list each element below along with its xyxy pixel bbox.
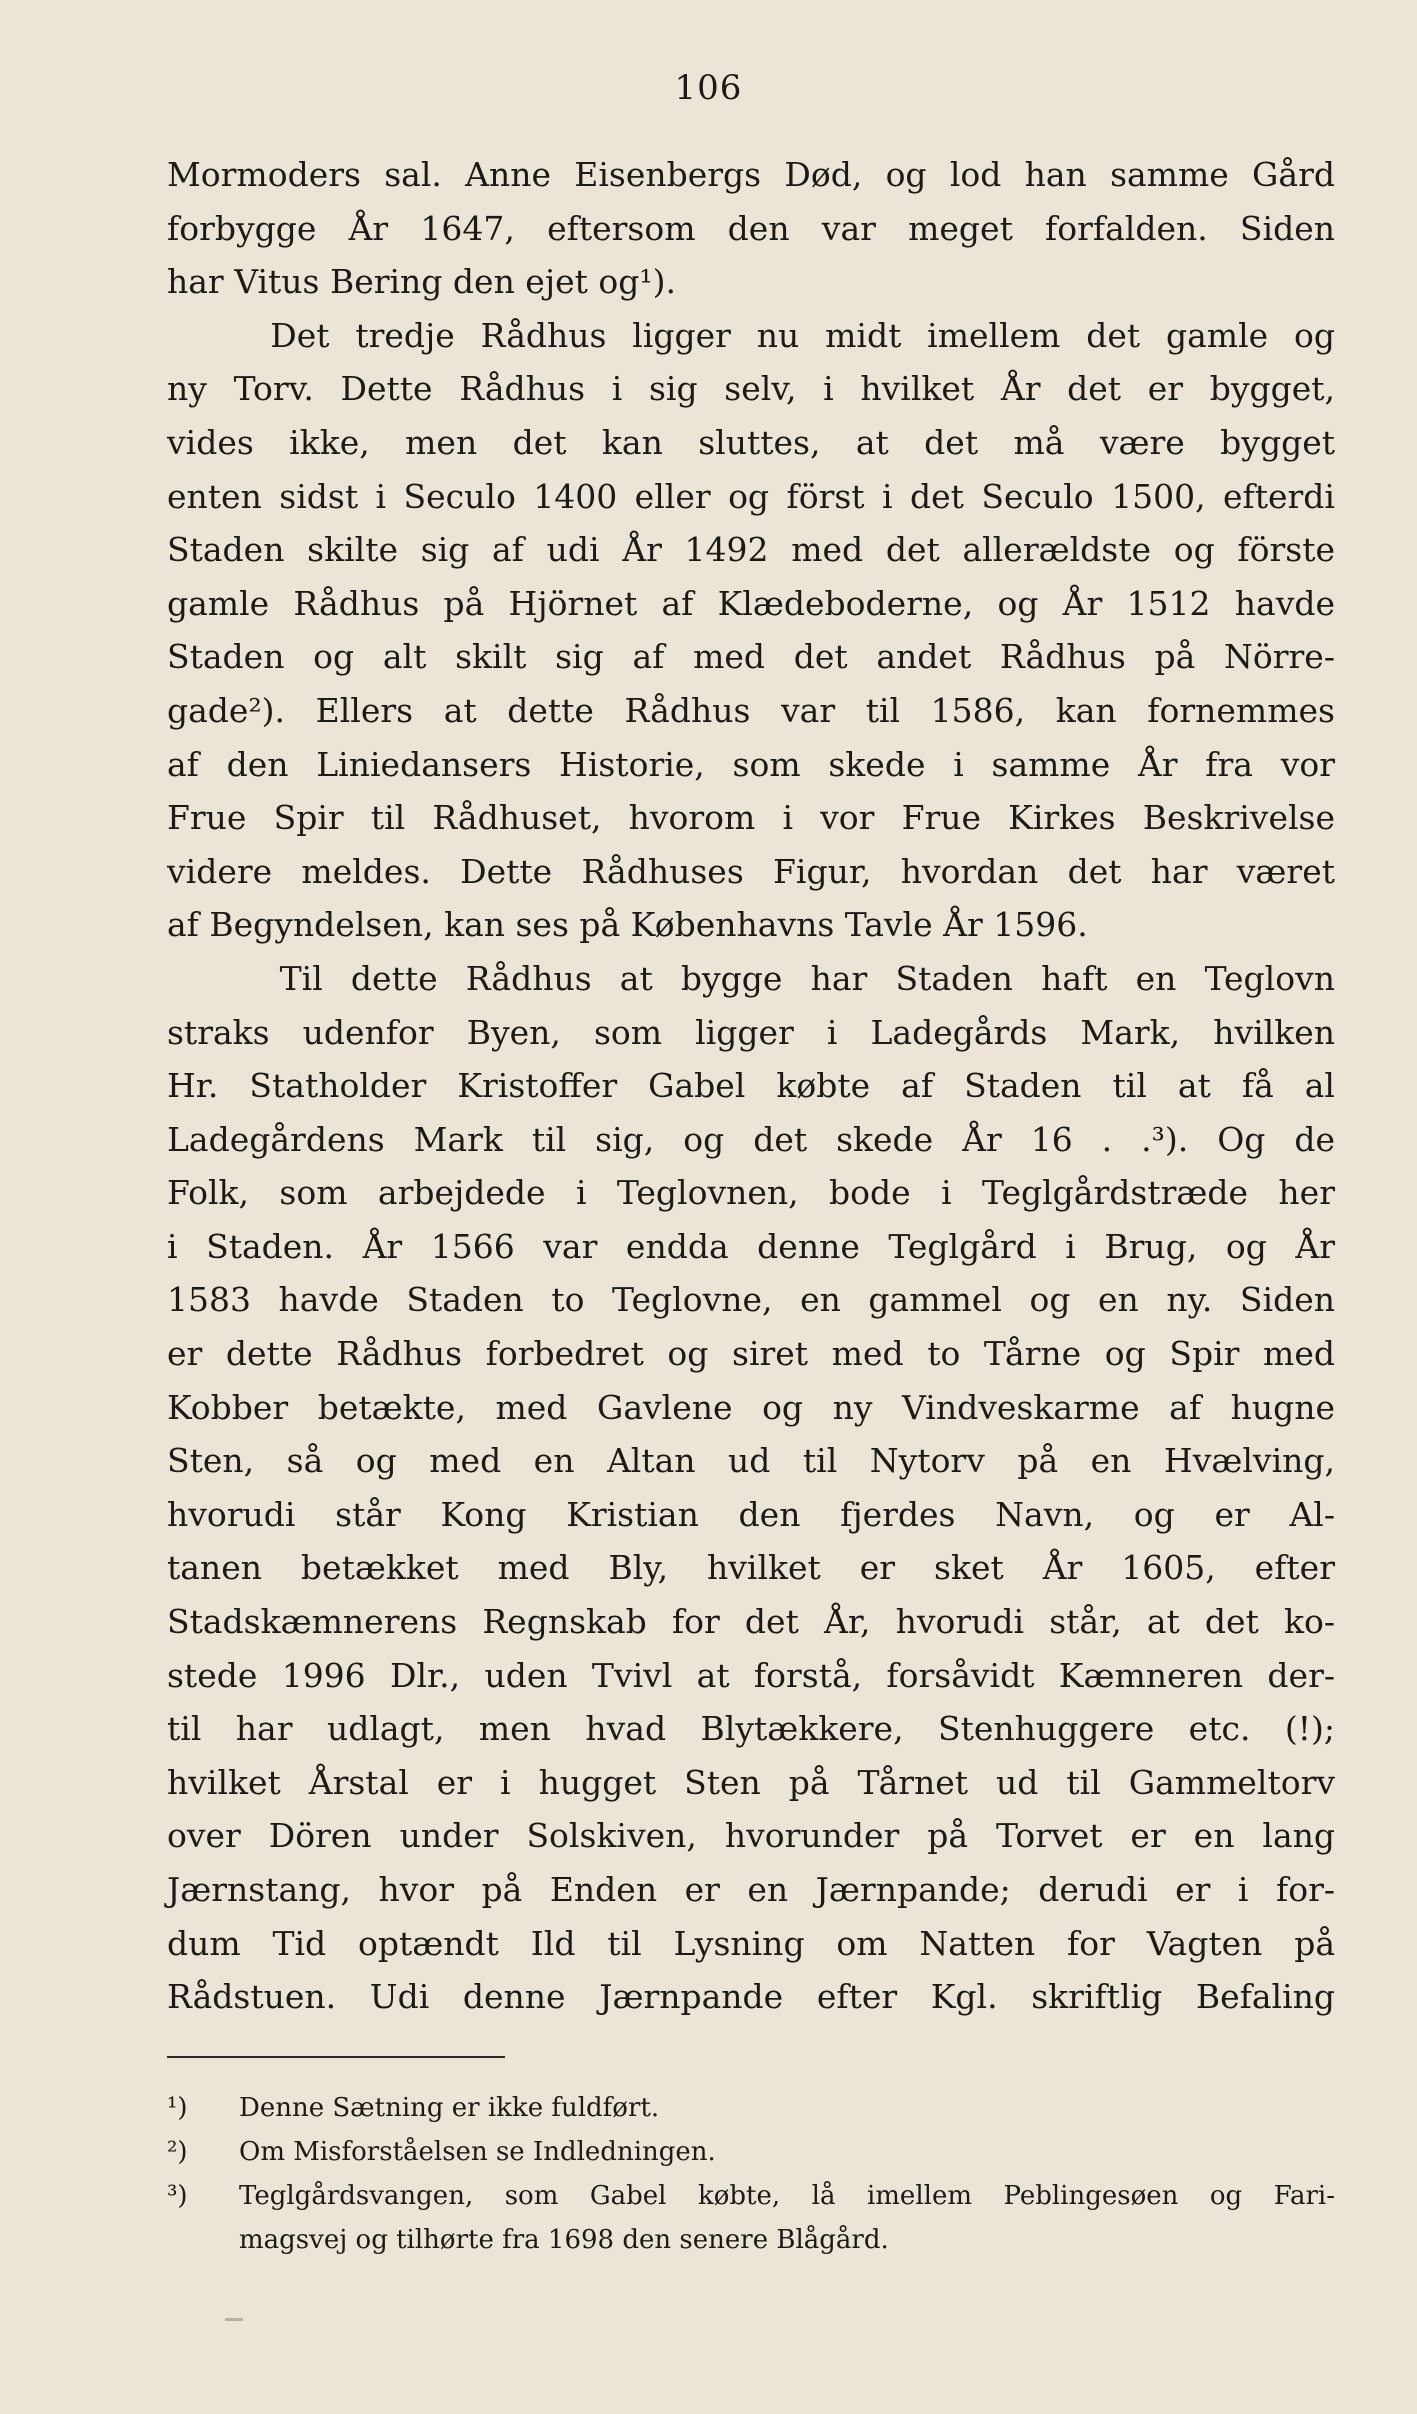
text-line: 1583 havde Staden to Teglovne, en gammel og en ny. Siden (167, 1280, 1335, 1320)
text-line: gamle Rådhus på Hjörnet af Klædeboderne, og År 1512 havde (167, 583, 1335, 623)
text-line: videre meldes. Dette Rådhuses Figur, hvordan det har været (167, 851, 1335, 891)
text-line: Staden skilte sig af udi År 1492 med det allerældste og förste (167, 530, 1335, 570)
text-line: Sten, så og med en Altan ud til Nytorv på en Hvælving, (167, 1441, 1335, 1481)
footnote-2 (167, 2130, 1335, 2174)
text-line: Jærnstang, hvor på Enden er en Jærnpande; derudi er i for- (167, 1870, 1335, 1909)
text-line: enten sidst i Seculo 1400 eller og först i det Seculo 1500, efterdi (167, 476, 1335, 516)
text-line: tanen betækket med Bly, hvilket er sket År 1605, efter (167, 1548, 1335, 1588)
text-line: gade²). Ellers at dette Rådhus var til 1586, kan fornemmes (167, 690, 1335, 730)
footnote-marker: ³) (167, 2181, 188, 2211)
footnote-3 (167, 2174, 1335, 2218)
text-line: er dette Rådhus forbedret og siret med to Tårne og Spir med (167, 1334, 1335, 1374)
text-line: Frue Spir til Rådhuset, hvorom i vor Frue Kirkes Beskrivelse (167, 798, 1335, 838)
footnote-text: magsvej og tilhørte fra 1698 den senere Blågård. (239, 2225, 889, 2255)
page-number: 106 (674, 68, 743, 108)
text-line: Hr. Statholder Kristoffer Gabel købte af Staden til at få al (167, 1066, 1335, 1106)
text-line: af Begyndelsen, kan ses på Københavns Tavle År 1596. (167, 905, 1088, 945)
footnote-text: Denne Sætning er ikke fuldført. (239, 2093, 660, 2123)
footnote-text: Om Misforståelsen se Indledningen. (239, 2137, 716, 2167)
text-line: Folk, som arbejdede i Teglovnen, bode i Teglgårdstræde her (167, 1173, 1335, 1213)
text-line: hvilket Årstal er i hugget Sten på Tårnet ud til Gammeltorv (167, 1762, 1335, 1802)
text-line: til har udlagt, men hvad Blytækkere, Stenhuggere etc. (!); (167, 1709, 1335, 1749)
text-line: Rådstuen. Udi denne Jærnpande efter Kgl. skriftlig Befaling (167, 1977, 1335, 2017)
footnote-3-continuation (167, 2218, 1335, 2262)
print-smudge (225, 2318, 243, 2321)
text-line: over Dören under Solskiven, hvorunder på Torvet er en lang (167, 1816, 1335, 1856)
text-line: Mormoders sal. Anne Eisenbergs Død, og lod han samme Gård (167, 155, 1335, 194)
text-line: Kobber betækte, med Gavlene og ny Vindveskarme af hugne (167, 1387, 1335, 1427)
text-line: i Staden. År 1566 var endda denne Teglgård i Brug, og År (167, 1226, 1335, 1266)
text-line: Det tredje Rådhus ligger nu midt imellem det gamle og (167, 315, 1335, 355)
text-line: Til dette Rådhus at bygge har Staden haft en Teglovn (167, 958, 1335, 998)
text-line: ny Torv. Dette Rådhus i sig selv, i hvilket År det er bygget, (167, 369, 1335, 409)
text-line: Stadskæmnerens Regnskab for det År, hvorudi står, at det ko- (167, 1602, 1335, 1642)
footnote-divider (167, 2056, 505, 2058)
text-line: straks udenfor Byen, som ligger i Ladegårds Mark, hvilken (167, 1012, 1335, 1052)
footnotes (167, 2086, 1335, 2262)
footnote-text: Teglgårdsvangen, som Gabel købte, lå imellem Peblingesøen og Fari- (239, 2181, 1335, 2211)
text-line: Ladegårdens Mark til sig, og det skede År 16 . .³). Og de (167, 1119, 1335, 1159)
text-line: Staden og alt skilt sig af med det andet Rådhus på Nörre- (167, 637, 1335, 677)
text-line: stede 1996 Dlr., uden Tvivl at forstå, forsåvidt Kæmneren der- (167, 1655, 1335, 1695)
footnote-1 (167, 2086, 1335, 2130)
text-line: forbygge År 1647, eftersom den var meget forfalden. Siden (167, 208, 1335, 248)
footnote-marker: ²) (167, 2137, 188, 2167)
text-line: dum Tid optændt Ild til Lysning om Natten for Vagten på (167, 1923, 1335, 1963)
text-line: hvorudi står Kong Kristian den fjerdes Navn, og er Al- (167, 1494, 1335, 1534)
body-text (167, 148, 1335, 2024)
footnote-marker: ¹) (167, 2093, 188, 2123)
text-line: af den Liniedansers Historie, som skede i samme År fra vor (167, 744, 1335, 784)
text-line: vides ikke, men det kan sluttes, at det må være bygget (167, 422, 1335, 462)
text-line: har Vitus Bering den ejet og¹). (167, 262, 676, 302)
